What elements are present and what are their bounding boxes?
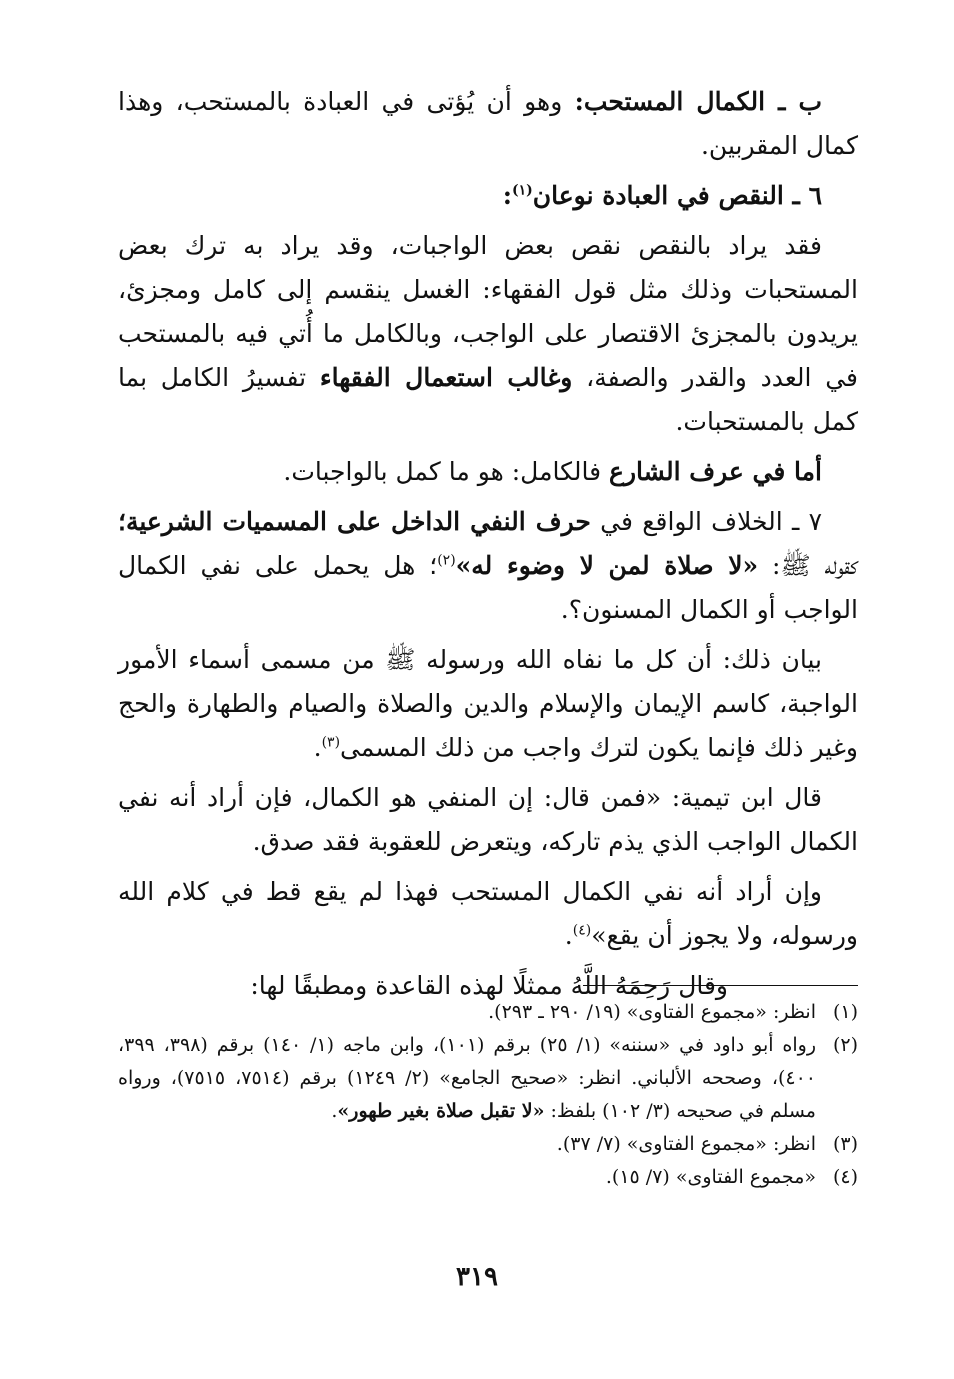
section-7	[118, 500, 858, 632]
footnote-number: (٢)	[832, 1034, 858, 1056]
footnote-3	[118, 1128, 858, 1161]
paragraph-legislator-usage	[118, 450, 858, 494]
footnote-4	[118, 1161, 858, 1194]
footnote-number: (٤)	[832, 1166, 858, 1188]
section-heading-6	[118, 174, 858, 218]
paragraph-text: وقال رَحِمَهُ اللَّهُ ممثلًا لهذه القاعدة ومطبقًا لها:	[250, 971, 728, 1000]
bold-phrase: أما في عرف الشارع	[609, 457, 822, 486]
footnotes	[118, 996, 858, 1194]
paragraph-quote-continued	[118, 870, 858, 958]
footnote-text: رواه أبو داود في «سننه» (١/ ٢٥) برقم (١٠١)، وابن ماجه (١/ ١٤٠) برقم (٣٩٨، ٣٩٩، ٤٠٠)، وصححه الألباني. انظر: «صحيح الجامع» (٢/ ١٢٤٩) برقم (٧٥١٤، ٧٥١٥)، ورواه مسلم في صحيحه (٣/ ١٠٢) بلفظ:	[118, 1034, 817, 1122]
paragraph-mustahab-perfection	[118, 80, 858, 168]
paragraph-text: فقد يراد بالنقص نقص بعض الواجبات، وقد يراد به ترك بعض المستحبات وذلك مثل قول الفقهاء: الغسل ينقسم إلى كامل ومجزئ، يريدون بالمجزئ الاقتصار على الواجب، وبالكامل ما أُتي فيه بالمستحب في العدد والقدر والصفة،	[118, 231, 858, 392]
footnote-number: (٣)	[832, 1133, 858, 1155]
paragraph-explanation	[118, 638, 858, 770]
footnote-ref-3[interactable]: (٣)	[321, 734, 341, 751]
paragraph-text: ٧ ـ الخلاف الواقع في	[590, 507, 823, 536]
paragraph-end: .	[313, 733, 322, 762]
paragraph-deficiency	[118, 224, 858, 444]
paragraph-ibn-taymiyya-quote	[118, 776, 858, 864]
footnote-text: انظر: «مجموع الفتاوى» (١٩/ ٢٩٠ ـ ٢٩٣).	[488, 1001, 816, 1023]
paragraph-end: .	[564, 921, 573, 950]
footnote-text: «مجموع الفتاوى» (٧/ ١٥).	[605, 1166, 816, 1188]
paragraph-text: وهو أن يُؤتى في العبادة بالمستحب، وهذا كمال المقربين.	[118, 87, 858, 160]
footnote-number: (١)	[832, 1001, 858, 1023]
footnote-ref-4[interactable]: (٤)	[572, 922, 592, 939]
paragraph-text: فالكامل: هو ما كمل بالواجبات.	[283, 457, 610, 486]
main-text	[118, 80, 858, 1014]
footnote-ref-2[interactable]: (٢)	[437, 552, 456, 569]
term-label: ب ـ الكمال المستحب:	[574, 87, 822, 116]
footnote-2	[118, 1029, 858, 1128]
paragraph-text: كقوله ﷺ:	[758, 551, 858, 580]
page-number: ٣١٩	[456, 1262, 498, 1292]
footnote-divider	[583, 985, 858, 986]
bold-phrase: وغالب استعمال الفقهاء	[319, 363, 573, 392]
footnote-end: .	[331, 1100, 338, 1122]
footnote-text: انظر: «مجموع الفتاوى» (٧/ ٣٧).	[556, 1133, 816, 1155]
paragraph-text: بيان ذلك: أن كل ما نفاه الله ورسوله ﷺ من مسمى أسماء الأمور الواجبة، كاسم الإيمان والإسلام والدين والصلاة والصيام والطهارة والحج وغير ذلك فإنما يكون لترك واجب من ذلك المسمى	[118, 645, 858, 762]
paragraph-text: وإن أراد أنه نفي الكمال المستحب فهذا لم يقع قط في كلام الله ورسوله، ولا يجوز أن يقع»	[118, 877, 858, 950]
paragraph-text: ؛ هل يحمل على نفي الكمال الواجب أو الكمال المسنون؟.	[118, 551, 858, 624]
hadith-quote: «لا صلاة لمن لا وضوء له»	[455, 551, 759, 580]
hadith-quote: «لا تقبل صلاة بغير طهور»	[337, 1100, 545, 1122]
heading-text: ٦ ـ النقص في العبادة نوعان	[532, 181, 822, 210]
paragraph-text: تفسيرُ الكامل بما كمل بالمستحبات.	[118, 363, 858, 436]
footnote-1	[118, 996, 858, 1029]
heading-colon: :	[502, 181, 512, 210]
footnote-text-wrap	[118, 1029, 816, 1128]
paragraph-text: قال ابن تيمية: «فمن قال: إن المنفي هو الكمال، فإن أراد أنه نفي الكمال الواجب الذي يذم تاركه، ويتعرض للعقوبة فقد صدق.	[118, 783, 858, 856]
footnote-ref-1[interactable]: (١)	[511, 182, 533, 199]
bold-phrase: حرف النفي الداخل على المسميات الشرعية؛	[118, 507, 591, 536]
